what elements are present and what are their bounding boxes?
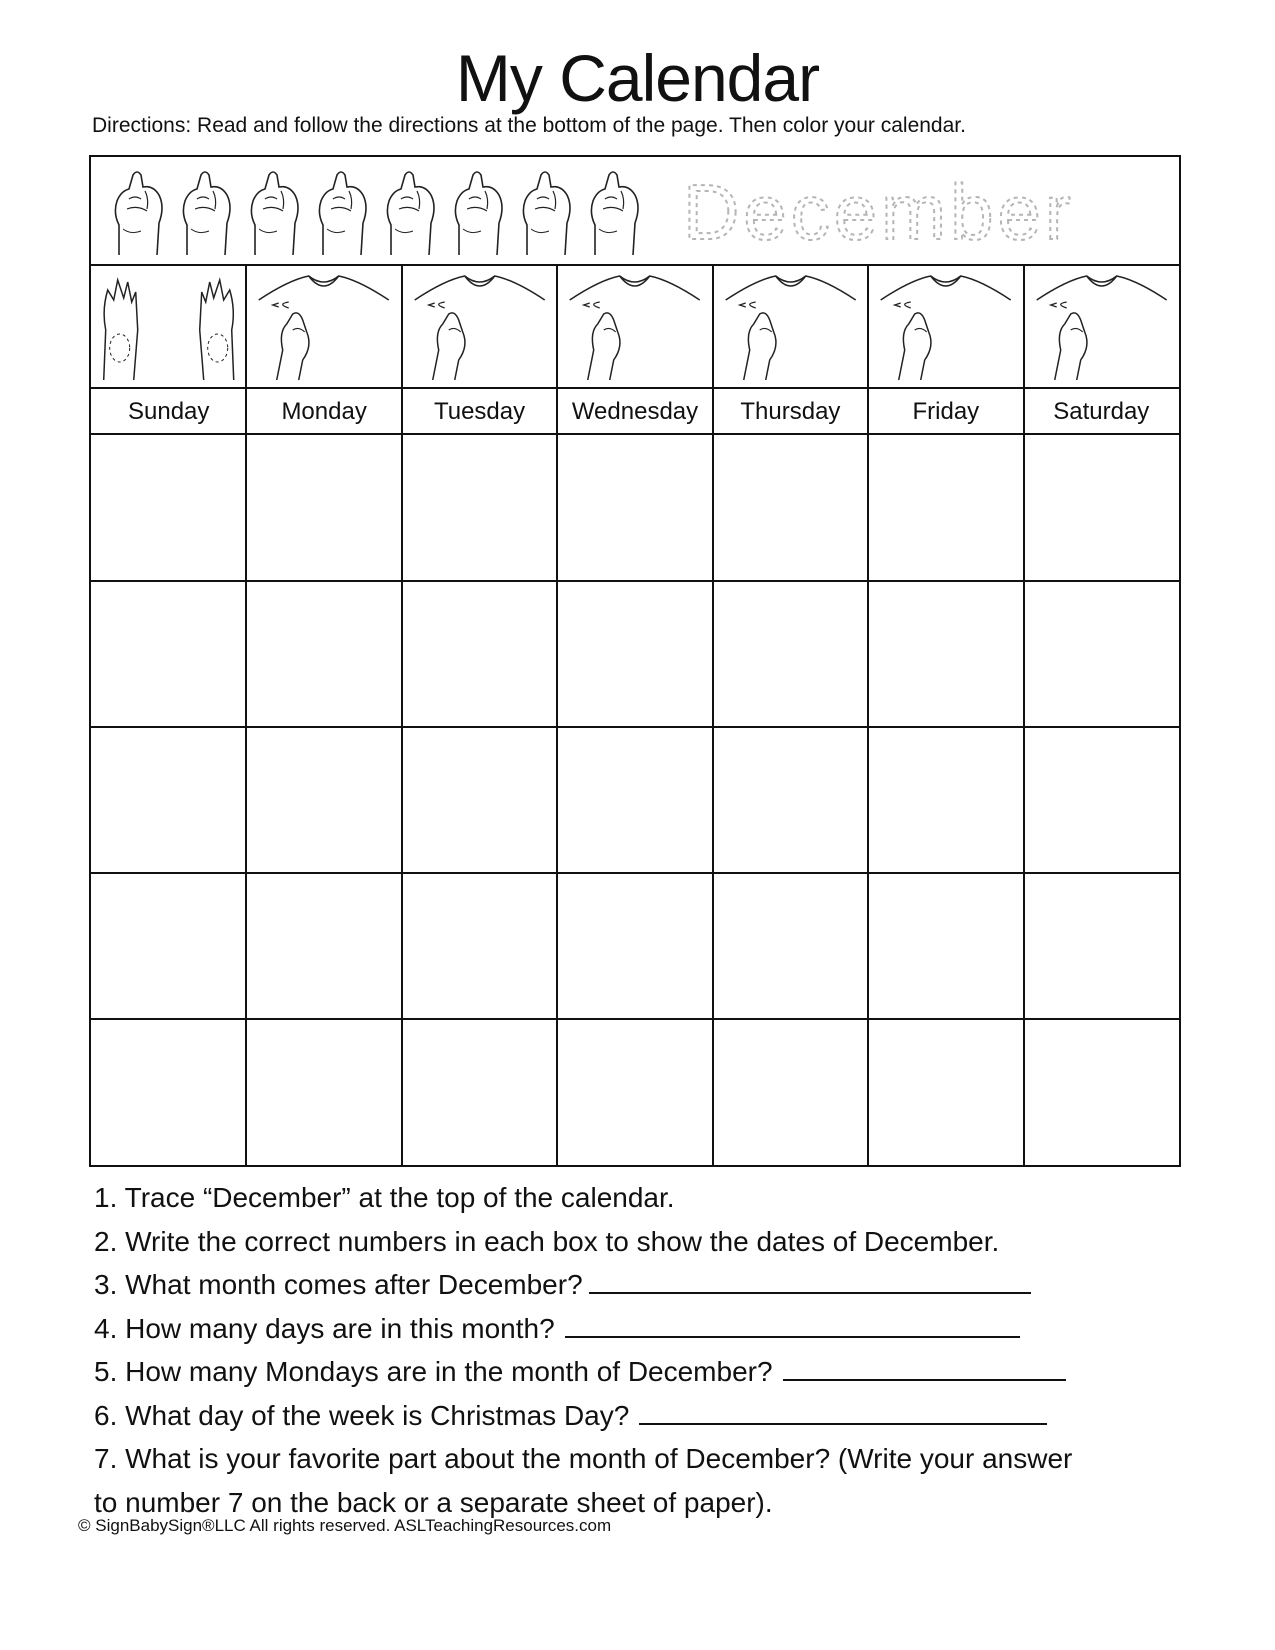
asl-e-hand-icon — [173, 165, 239, 257]
asl-b-hand-icon — [445, 165, 511, 257]
date-box[interactable] — [713, 873, 868, 1019]
page-title: My Calendar — [455, 41, 820, 115]
day-name-sunday: Sunday — [128, 398, 210, 425]
asl-friday-sign-icon — [868, 270, 1023, 385]
date-box[interactable] — [246, 581, 401, 727]
asl-r-hand-icon — [581, 165, 647, 257]
date-box[interactable] — [402, 1019, 557, 1165]
asl-m-hand-icon — [377, 165, 443, 257]
question-1: 1. Trace “December” at the top of the calendar. — [94, 1182, 675, 1213]
date-box[interactable] — [713, 727, 868, 873]
day-sign-row — [91, 266, 1179, 389]
question-7: 7. What is your favorite part about the month of December? (Write your answer — [94, 1443, 1073, 1474]
question-list — [94, 1176, 1214, 1524]
date-box[interactable] — [1024, 727, 1179, 873]
asl-d-hand-icon — [105, 165, 171, 257]
date-box[interactable] — [557, 873, 712, 1019]
column-divider — [245, 266, 247, 1165]
day-name-monday: Monday — [281, 398, 367, 425]
date-box[interactable] — [713, 1019, 868, 1165]
day-name-wednesday: Wednesday — [571, 398, 699, 425]
column-divider — [1023, 266, 1025, 1165]
day-name-thursday: Thursday — [740, 398, 841, 425]
asl-e-hand-icon — [309, 165, 375, 257]
month-trace-word — [681, 159, 1161, 259]
question-5: 5. How many Mondays are in the month of December? — [94, 1350, 1214, 1394]
copyright-footer: © SignBabySign®LLC All rights reserved. ASLTeachingResources.com — [78, 1516, 612, 1535]
question-4: 4. How many days are in this month? — [94, 1307, 1214, 1351]
date-box[interactable] — [557, 435, 712, 581]
date-box[interactable] — [1024, 435, 1179, 581]
day-name-saturday: Saturday — [1053, 398, 1150, 425]
date-box[interactable] — [868, 435, 1023, 581]
date-box[interactable] — [557, 727, 712, 873]
date-box[interactable] — [1024, 581, 1179, 727]
answer-blank-3[interactable] — [589, 1268, 1031, 1294]
column-divider — [712, 266, 714, 1165]
day-name-row — [91, 389, 1179, 435]
date-box[interactable] — [91, 727, 246, 873]
date-box[interactable] — [91, 873, 246, 1019]
asl-e-hand-icon — [513, 165, 579, 257]
date-box[interactable] — [557, 581, 712, 727]
day-name-friday: Friday — [912, 398, 980, 425]
question-7-continued: to number 7 on the back or a separate sheet of paper). — [94, 1486, 773, 1518]
column-divider — [401, 266, 403, 1165]
month-trace-text: December — [683, 168, 1075, 256]
date-box[interactable] — [402, 435, 557, 581]
column-divider — [867, 266, 869, 1165]
question-3: 3. What month comes after December? — [94, 1263, 1214, 1307]
date-box[interactable] — [91, 1019, 246, 1165]
date-box[interactable] — [402, 873, 557, 1019]
date-grid — [91, 435, 1179, 1165]
date-box[interactable] — [1024, 1019, 1179, 1165]
date-box[interactable] — [868, 1019, 1023, 1165]
column-divider — [556, 266, 558, 1165]
directions-text: Directions: Read and follow the directions at the bottom of the page. Then color your calendar. — [92, 114, 966, 137]
day-name-tuesday: Tuesday — [433, 398, 526, 425]
asl-wednesday-sign-icon — [557, 270, 712, 385]
answer-blank-5[interactable] — [783, 1355, 1066, 1381]
question-6: 6. What day of the week is Christmas Day? — [94, 1394, 1214, 1438]
date-box[interactable] — [91, 581, 246, 727]
calendar-table — [89, 155, 1181, 1167]
date-box[interactable] — [246, 1019, 401, 1165]
date-box[interactable] — [1024, 873, 1179, 1019]
asl-c-hand-icon — [241, 165, 307, 257]
date-box[interactable] — [402, 727, 557, 873]
date-box[interactable] — [713, 435, 868, 581]
date-box[interactable] — [713, 581, 868, 727]
date-box[interactable] — [402, 581, 557, 727]
answer-blank-6[interactable] — [639, 1399, 1047, 1425]
date-box[interactable] — [557, 1019, 712, 1165]
month-header-row — [91, 157, 1179, 266]
asl-tuesday-sign-icon — [402, 270, 557, 385]
asl-sunday-sign-icon — [91, 270, 246, 385]
question-2: 2. Write the correct numbers in each box to show the dates of December. — [94, 1225, 1000, 1257]
date-box[interactable] — [246, 435, 401, 581]
date-box[interactable] — [246, 873, 401, 1019]
date-box[interactable] — [246, 727, 401, 873]
date-box[interactable] — [868, 873, 1023, 1019]
asl-saturday-sign-icon — [1024, 270, 1179, 385]
asl-thursday-sign-icon — [713, 270, 868, 385]
date-box[interactable] — [868, 581, 1023, 727]
date-box[interactable] — [91, 435, 246, 581]
asl-monday-sign-icon — [246, 270, 401, 385]
date-box[interactable] — [868, 727, 1023, 873]
answer-blank-4[interactable] — [565, 1312, 1020, 1338]
